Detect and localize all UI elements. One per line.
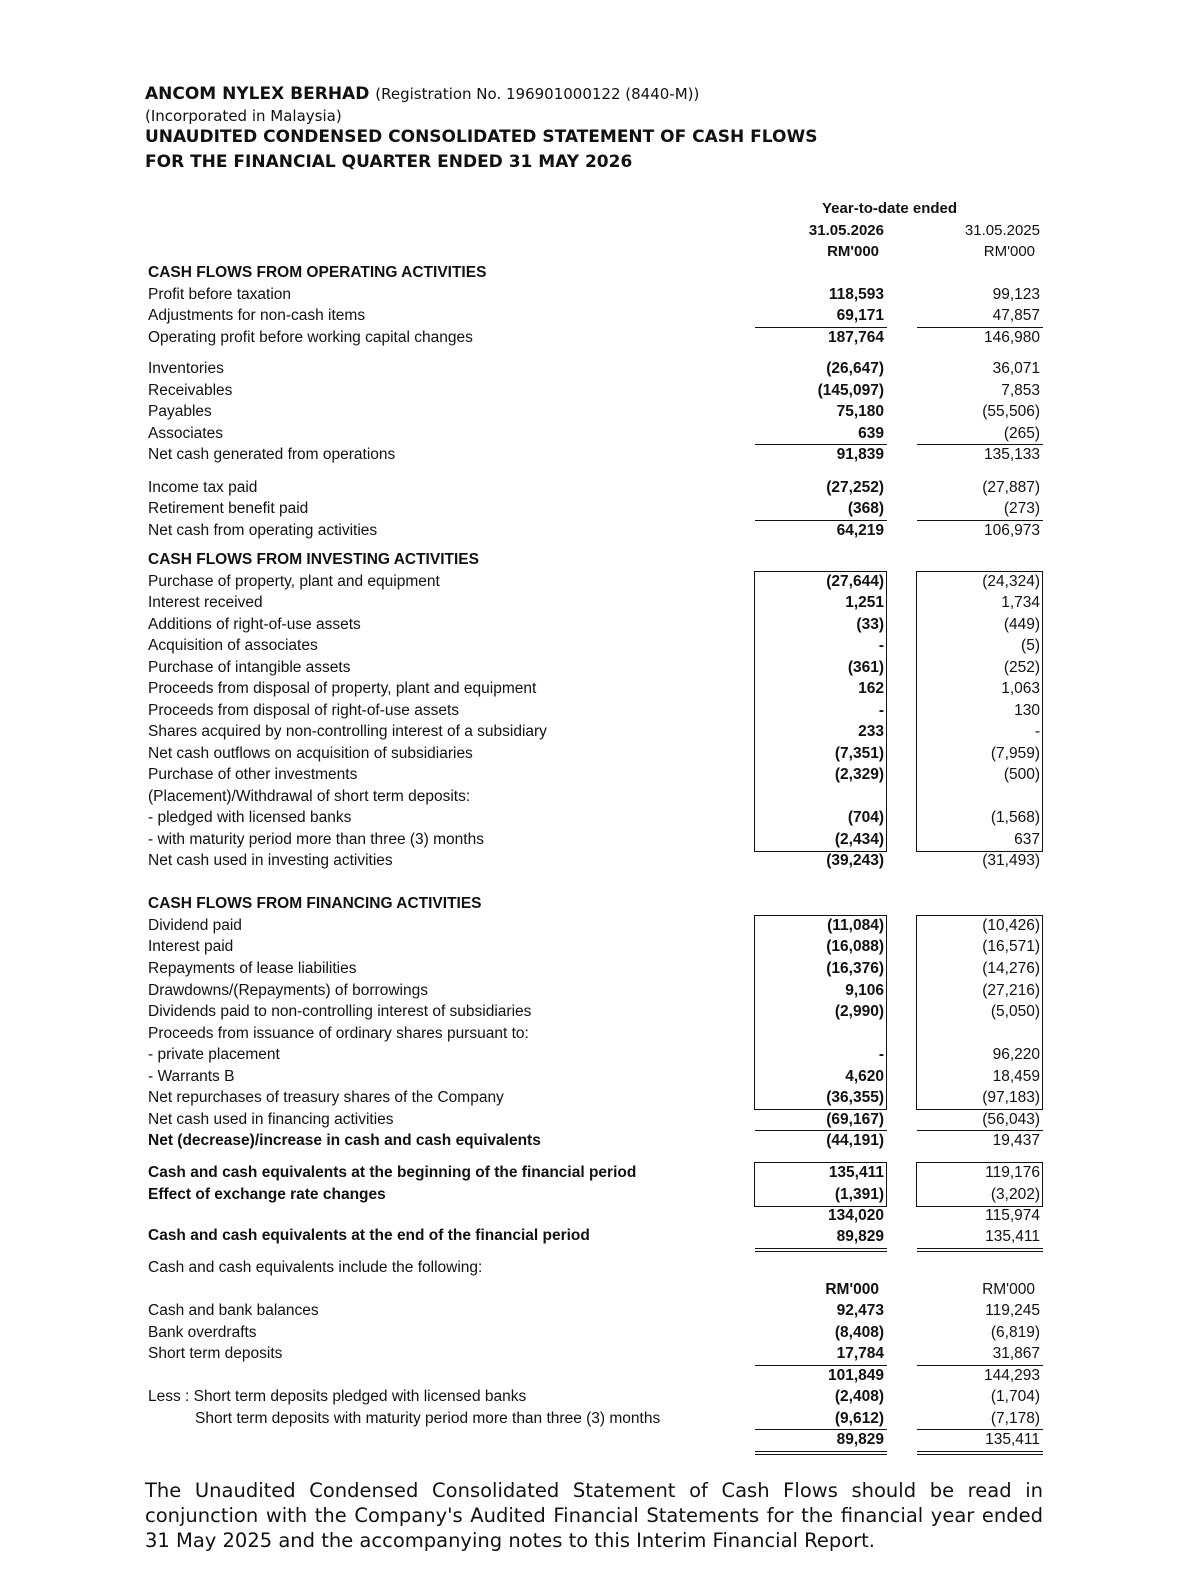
underline: [755, 1130, 887, 1131]
row-label: Retirement benefit paid: [148, 500, 309, 517]
row-label: Dividends paid to non-controlling interest of subsidiaries: [148, 1003, 532, 1020]
row-label: Net cash used in investing activities: [148, 852, 393, 869]
row-label: CASH FLOWS FROM OPERATING ACTIVITIES: [148, 264, 487, 281]
row-label: Effect of exchange rate changes: [148, 1186, 386, 1203]
double-underline: [917, 1251, 1043, 1252]
row-label: Drawdowns/(Repayments) of borrowings: [148, 982, 428, 999]
row-label: Adjustments for non-cash items: [148, 307, 366, 324]
row-value-2026: (2,434): [834, 831, 884, 848]
column-2-date: 31.05.2025: [964, 222, 1040, 239]
total-value-2025: 135,411: [985, 1431, 1040, 1448]
row-value-2025: (14,276): [982, 960, 1040, 977]
row-label: Profit before taxation: [148, 286, 292, 303]
row-value-2025: (24,324): [982, 573, 1040, 590]
row-label: Purchase of intangible assets: [148, 659, 351, 676]
row-label: Net cash generated from operations: [148, 446, 396, 463]
row-label: Net cash used in financing activities: [148, 1111, 394, 1128]
row-value-2025: 119,245: [985, 1302, 1040, 1319]
row-value-2026: (69,167): [826, 1111, 884, 1128]
row-label: Cash and cash equivalents include the following:: [148, 1259, 483, 1276]
financing-box-2025: [916, 915, 1043, 1110]
row-label: Net cash outflows on acquisition of subsidiaries: [148, 745, 473, 762]
row-value-2025: 96,220: [992, 1046, 1040, 1063]
row-value-2026: (2,329): [834, 766, 884, 783]
row-value-2026: (9,612): [834, 1410, 884, 1427]
row-value-2025: (7,178): [990, 1410, 1040, 1427]
row-label: Net repurchases of treasury shares of the Company: [148, 1089, 504, 1106]
row-value-2026: 118,593: [828, 286, 884, 303]
row-value-2026: (8,408): [834, 1324, 884, 1341]
row-label: Dividend paid: [148, 917, 242, 934]
row-value-2025: (7,959): [990, 745, 1040, 762]
row-value-2026: 92,473: [836, 1302, 884, 1319]
row-label: Purchase of property, plant and equipment: [148, 573, 440, 590]
row-label: Net cash from operating activities: [148, 522, 378, 539]
row-value-2025: 47,857: [992, 307, 1040, 324]
row-label: Proceeds from disposal of property, plant and equipment: [148, 680, 537, 697]
row-label: Cash and cash equivalents at the beginning of the financial period: [148, 1164, 637, 1181]
row-label: - pledged with licensed banks: [148, 809, 352, 826]
double-underline: [917, 1454, 1043, 1455]
column-1-unit: RM'000: [827, 243, 879, 260]
row-value-2026: (44,191): [826, 1132, 884, 1149]
row-value-2026: 91,839: [836, 446, 884, 463]
underline: [917, 520, 1043, 521]
row-value-2025: (31,493): [982, 852, 1040, 869]
double-underline: [917, 1248, 1043, 1249]
row-label: Acquisition of associates: [148, 637, 318, 654]
row-value-2025: 106,973: [983, 522, 1040, 539]
row-label: Inventories: [148, 360, 224, 377]
row-label: Additions of right-of-use assets: [148, 616, 361, 633]
row-value-2026: (368): [847, 500, 884, 517]
double-underline: [917, 1451, 1043, 1452]
row-label: Less : Short term deposits pledged with licensed banks: [148, 1388, 527, 1405]
row-value-2026: (27,252): [826, 479, 884, 496]
row-value-2025: 135,411: [985, 1228, 1040, 1245]
row-label: Proceeds from issuance of ordinary shares pursuant to:: [148, 1025, 529, 1042]
subtotal-value-2025: 115,974: [985, 1207, 1040, 1224]
row-value-2025: (6,819): [990, 1324, 1040, 1341]
unit-label-2025: RM'000: [982, 1281, 1035, 1298]
row-value-2026: (11,084): [827, 917, 884, 934]
row-label: - Warrants B: [148, 1068, 235, 1085]
row-value-2026: 9,106: [845, 982, 884, 999]
row-value-2026: (7,351): [834, 745, 884, 762]
underline: [917, 444, 1043, 445]
row-value-2026: 89,829: [836, 1228, 884, 1245]
row-value-2026: -: [878, 702, 884, 719]
row-label: Repayments of lease liabilities: [148, 960, 357, 977]
unit-label-2026: RM'000: [825, 1281, 879, 1298]
row-value-2026: -: [878, 1046, 884, 1063]
row-value-2025: (273): [1003, 500, 1040, 517]
row-label: Cash and cash equivalents at the end of the financial period: [148, 1227, 590, 1244]
row-value-2026: 135,411: [828, 1164, 884, 1181]
row-value-2025: (10,426): [982, 917, 1040, 934]
row-value-2026: (2,408): [834, 1388, 884, 1405]
row-value-2026: (16,088): [826, 938, 884, 955]
row-value-2026: 187,764: [827, 329, 884, 346]
row-label: (Placement)/Withdrawal of short term deposits:: [148, 788, 471, 805]
row-value-2026: (2,990): [834, 1003, 884, 1020]
statement-period: FOR THE FINANCIAL QUARTER ENDED 31 MAY 2026: [145, 152, 633, 172]
row-label: Net (decrease)/increase in cash and cash equivalents: [148, 1132, 541, 1149]
double-underline: [755, 1251, 887, 1252]
subtotal-value-2026: 134,020: [827, 1207, 884, 1224]
subtotal-value-2025: 144,293: [983, 1367, 1040, 1384]
row-label: Operating profit before working capital changes: [148, 329, 473, 346]
row-label: Proceeds from disposal of right-of-use assets: [148, 702, 459, 719]
underline: [755, 520, 887, 521]
row-label: Income tax paid: [148, 479, 258, 496]
row-value-2025: 146,980: [983, 329, 1040, 346]
row-value-2026: (27,644): [826, 573, 884, 590]
row-label: Payables: [148, 403, 212, 420]
row-value-2025: (1,568): [990, 809, 1040, 826]
row-value-2025: 1,063: [1001, 680, 1040, 697]
financing-box-2026: [754, 915, 887, 1110]
row-value-2025: (1,704): [990, 1388, 1040, 1405]
investing-box-2026: [754, 571, 887, 852]
row-value-2025: 130: [1014, 702, 1040, 719]
row-value-2025: 19,437: [992, 1132, 1040, 1149]
registration-number: (Registration No. 196901000122 (8440-M)): [375, 85, 700, 103]
double-underline: [755, 1451, 887, 1452]
row-value-2025: (16,571): [982, 938, 1040, 955]
row-value-2026: -: [878, 637, 884, 654]
row-value-2025: (449): [1003, 616, 1040, 633]
row-value-2025: 1,734: [1001, 594, 1040, 611]
statement-title: UNAUDITED CONDENSED CONSOLIDATED STATEMENT OF CASH FLOWS: [145, 127, 818, 147]
row-value-2026: 75,180: [836, 403, 884, 420]
row-value-2026: 64,219: [836, 522, 884, 539]
double-underline: [755, 1454, 887, 1455]
row-value-2025: (500): [1003, 766, 1040, 783]
row-value-2025: (27,216): [982, 982, 1040, 999]
row-value-2026: (26,647): [826, 360, 884, 377]
row-value-2025: 119,176: [985, 1164, 1040, 1181]
row-value-2026: (16,376): [826, 960, 884, 977]
underline: [755, 1365, 887, 1366]
row-value-2025: (56,043): [982, 1111, 1040, 1128]
row-value-2026: 162: [858, 680, 884, 697]
row-label: CASH FLOWS FROM INVESTING ACTIVITIES: [148, 551, 479, 568]
row-value-2025: 99,123: [992, 286, 1040, 303]
row-value-2025: 637: [1014, 831, 1040, 848]
underline: [917, 1429, 1043, 1430]
row-label: Short term deposits with maturity period more than three (3) months: [195, 1410, 661, 1427]
row-value-2026: (36,355): [826, 1089, 884, 1106]
incorporation-note: (Incorporated in Malaysia): [145, 107, 342, 125]
subtotal-value-2026: 101,849: [827, 1367, 884, 1384]
row-value-2026: 17,784: [836, 1345, 884, 1362]
row-value-2025: 31,867: [992, 1345, 1040, 1362]
column-1-date: 31.05.2026: [808, 222, 884, 239]
row-label: Cash and bank balances: [148, 1302, 319, 1319]
row-value-2025: (265): [1003, 425, 1040, 442]
row-value-2025: (55,506): [982, 403, 1040, 420]
row-value-2025: 18,459: [992, 1068, 1040, 1085]
underline: [917, 1130, 1043, 1131]
row-value-2026: (704): [847, 809, 884, 826]
row-label: Bank overdrafts: [148, 1324, 257, 1341]
underline: [917, 327, 1043, 328]
investing-box-2025: [916, 571, 1043, 852]
row-value-2025: (3,202): [990, 1186, 1040, 1203]
row-value-2026: (1,391): [834, 1186, 884, 1203]
row-value-2025: 36,071: [992, 360, 1040, 377]
total-value-2026: 89,829: [836, 1431, 884, 1448]
row-value-2025: -: [1034, 723, 1040, 740]
row-value-2026: 233: [858, 723, 884, 740]
underline: [755, 327, 887, 328]
row-value-2026: (39,243): [826, 852, 884, 869]
row-value-2025: (5,050): [990, 1003, 1040, 1020]
underline: [755, 1429, 887, 1430]
row-label: Shares acquired by non-controlling interest of a subsidiary: [148, 723, 547, 740]
row-label: Associates: [148, 425, 223, 442]
row-label: Purchase of other investments: [148, 766, 358, 783]
row-label: Interest received: [148, 594, 263, 611]
cash-box-2026: [754, 1162, 887, 1207]
cash-box-2025: [916, 1162, 1043, 1207]
column-group-heading: Year-to-date ended: [822, 200, 958, 217]
row-value-2025: 7,853: [1001, 382, 1040, 399]
company-heading: [145, 84, 699, 104]
company-name: ANCOM NYLEX BERHAD: [145, 84, 370, 104]
row-value-2025: 135,133: [983, 446, 1040, 463]
row-value-2025: (5): [1021, 637, 1040, 654]
column-2-unit: RM'000: [983, 243, 1035, 260]
footer-note: The Unaudited Condensed Consolidated Statement of Cash Flows should be read in conjunction with the Company's Audited Financial Statements for the financial year ended 31 May 2025 and the accompanying notes to this Interim Financial Report.: [145, 1479, 1043, 1552]
row-label: Short term deposits: [148, 1345, 283, 1362]
row-value-2026: 639: [858, 425, 884, 442]
row-label: - private placement: [148, 1046, 280, 1063]
row-value-2026: (145,097): [817, 382, 884, 399]
underline: [755, 444, 887, 445]
row-label: Interest paid: [148, 938, 234, 955]
row-label: - with maturity period more than three (3) months: [148, 831, 484, 848]
row-value-2026: 1,251: [845, 594, 884, 611]
row-label: Receivables: [148, 382, 233, 399]
row-value-2025: (27,887): [982, 479, 1040, 496]
row-value-2026: 69,171: [836, 307, 884, 324]
underline: [917, 1365, 1043, 1366]
row-value-2026: 4,620: [845, 1068, 884, 1085]
row-label: CASH FLOWS FROM FINANCING ACTIVITIES: [148, 895, 482, 912]
row-value-2025: (252): [1003, 659, 1040, 676]
row-value-2026: (361): [847, 659, 884, 676]
row-value-2026: (33): [856, 616, 884, 633]
row-value-2025: (97,183): [982, 1089, 1040, 1106]
double-underline: [755, 1248, 887, 1249]
